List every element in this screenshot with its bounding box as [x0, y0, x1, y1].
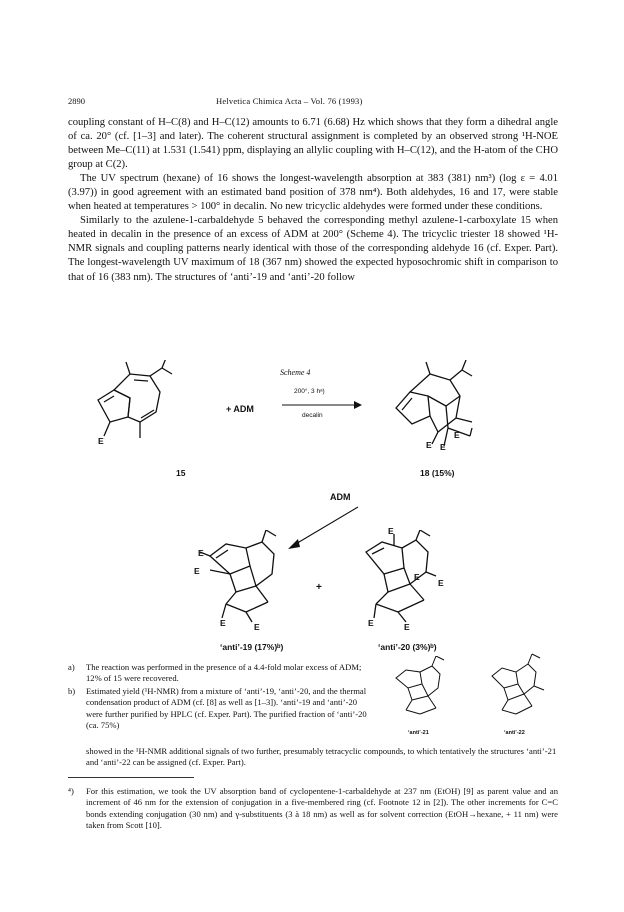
journal-title: Helvetica Chimica Acta – Vol. 76 (1993) — [216, 96, 363, 106]
ester-label-19c: E — [220, 618, 226, 628]
ester-label-19a: E — [198, 548, 204, 558]
adm-label: ADM — [330, 492, 351, 502]
scheme-title: Scheme 4 — [280, 368, 311, 377]
structure-anti-21 — [386, 656, 462, 722]
ester-label-20a: E — [388, 526, 394, 536]
ester-label-18b: E — [440, 442, 446, 452]
note-b — [68, 686, 368, 746]
structure-anti-20 — [344, 530, 464, 630]
note-a — [68, 662, 368, 686]
page-number: 2890 — [68, 96, 85, 106]
note-a-mark: a) — [68, 662, 75, 672]
label-compound-19: ‘anti’-19 (17%)ᵇ) — [220, 642, 284, 652]
reagent-label: + ADM — [226, 404, 254, 414]
note-b-text: Estimated yield (¹H-NMR) from a mixture of ‘anti’-19, ‘anti’-20, and the thermal condensation product of ADM (cf. [8] as well as [1–3]). ‘anti’-19 and ‘anti’-20 were further purified by HPLC (cf. Exper. Part). The purified fraction of ‘anti’-20 (ca. 75%) — [86, 686, 367, 731]
structure-anti-19 — [196, 530, 306, 630]
footnote-4-mark: ⁴) — [68, 786, 74, 796]
paragraph-1: coupling constant of H–C(8) and H–C(12) amounts to 6.71 (6.68) Hz which shows that they form a dihedral angle of ca. 20° (cf. [1–3] and later). The coherent structural assignment is completed by an observed strong ¹H-NOE between Me–C(11) at 1.531 (1.541) ppm, displaying an allylic coupling with H–C(12), and the H-atom of the CHO group at C(2). — [68, 117, 558, 171]
label-compound-22: ‘anti’-22 — [504, 730, 525, 736]
footnote-4 — [68, 786, 558, 832]
footnote-4-text: For this estimation, we took the UV absorption band of cyclopentene-1-carbaldehyde at 237 nm (EtOH) [9] as parent value and an increment of 46 nm for the extension of conjugation in a five-membered ring (cf. Footnote 12 in [2]). The other increments for C=C bonds extending conjugation (30 nm) and γ-substituents (3 à 18 nm) as well as for solvent correction (EtOH→hexane, + 11 nm) were taken from Scott [10]. — [86, 786, 558, 831]
body-text — [68, 116, 558, 285]
structure-anti-22 — [478, 652, 558, 722]
reaction-arrow — [282, 400, 362, 410]
note-b-continued-text: showed in the ¹H-NMR additional signals of two further, presumably tetracyclic compounds, to which tentatively the structures ‘anti’-21 and ‘anti’-22 can be assigned (cf. Exper. Part). — [86, 746, 557, 768]
structure-15 — [68, 360, 218, 470]
ester-label-18c: E — [454, 430, 460, 440]
ester-label-20d: E — [368, 618, 374, 628]
label-compound-20: ‘anti’-20 (3%)ᵇ) — [378, 642, 437, 652]
conditions-top: 200°, 3 hᵃ) — [294, 388, 325, 395]
label-compound-18: 18 (15%) — [420, 468, 455, 478]
conditions-bottom: decalin — [302, 412, 323, 419]
ester-label-20c: E — [438, 578, 444, 588]
ester-label-15: E — [98, 436, 104, 446]
scheme-4 — [68, 360, 558, 650]
label-compound-15: 15 — [176, 468, 186, 478]
ester-label-20b: E — [414, 572, 420, 582]
plus-sign: + — [316, 582, 322, 593]
structure-18 — [386, 360, 556, 475]
ester-label-18a: E — [426, 440, 432, 450]
paragraph-2: The UV spectrum (hexane) of 16 shows the longest-wavelength absorption at 383 (381) nm³) (log ε = 4.01 (3.97)) in good agreement with an estimated band position of 378 nm⁴). Both aldehydes, 16 and 17, were stable when heated at temperatures > 100° in decalin. No new tricyclic aldehydes were formed under these conditions. — [68, 173, 558, 213]
ester-label-19d: E — [254, 622, 260, 632]
label-compound-21: ‘anti’-21 — [408, 730, 429, 736]
note-a-text: The reaction was performed in the presence of a 4.4-fold molar excess of ADM; 12% of 15 were recovered. — [86, 662, 362, 684]
ester-label-20e: E — [404, 622, 410, 632]
ester-label-19b: E — [194, 566, 200, 576]
paragraph-3: Similarly to the azulene-1-carbaldehyde 5 behaved the corresponding methyl azulene-1-carboxylate 15 when heated in decalin in the presence of an excess of ADM at 200° (Scheme 4). The tricyclic triester 18 showed ¹H-NMR signals and coupling patterns nearly identical with those of the corresponding aldehyde 16 (cf. Exper. Part). The longest-wavelength UV maximum of 18 (367 nm) showed the expected hyposochromic shift in comparison to that of 16 (383 nm). The structures of ‘anti’-19 and ‘anti’-20 follow — [68, 215, 558, 283]
footnote-rule — [68, 777, 194, 778]
note-b-mark: b) — [68, 686, 76, 696]
